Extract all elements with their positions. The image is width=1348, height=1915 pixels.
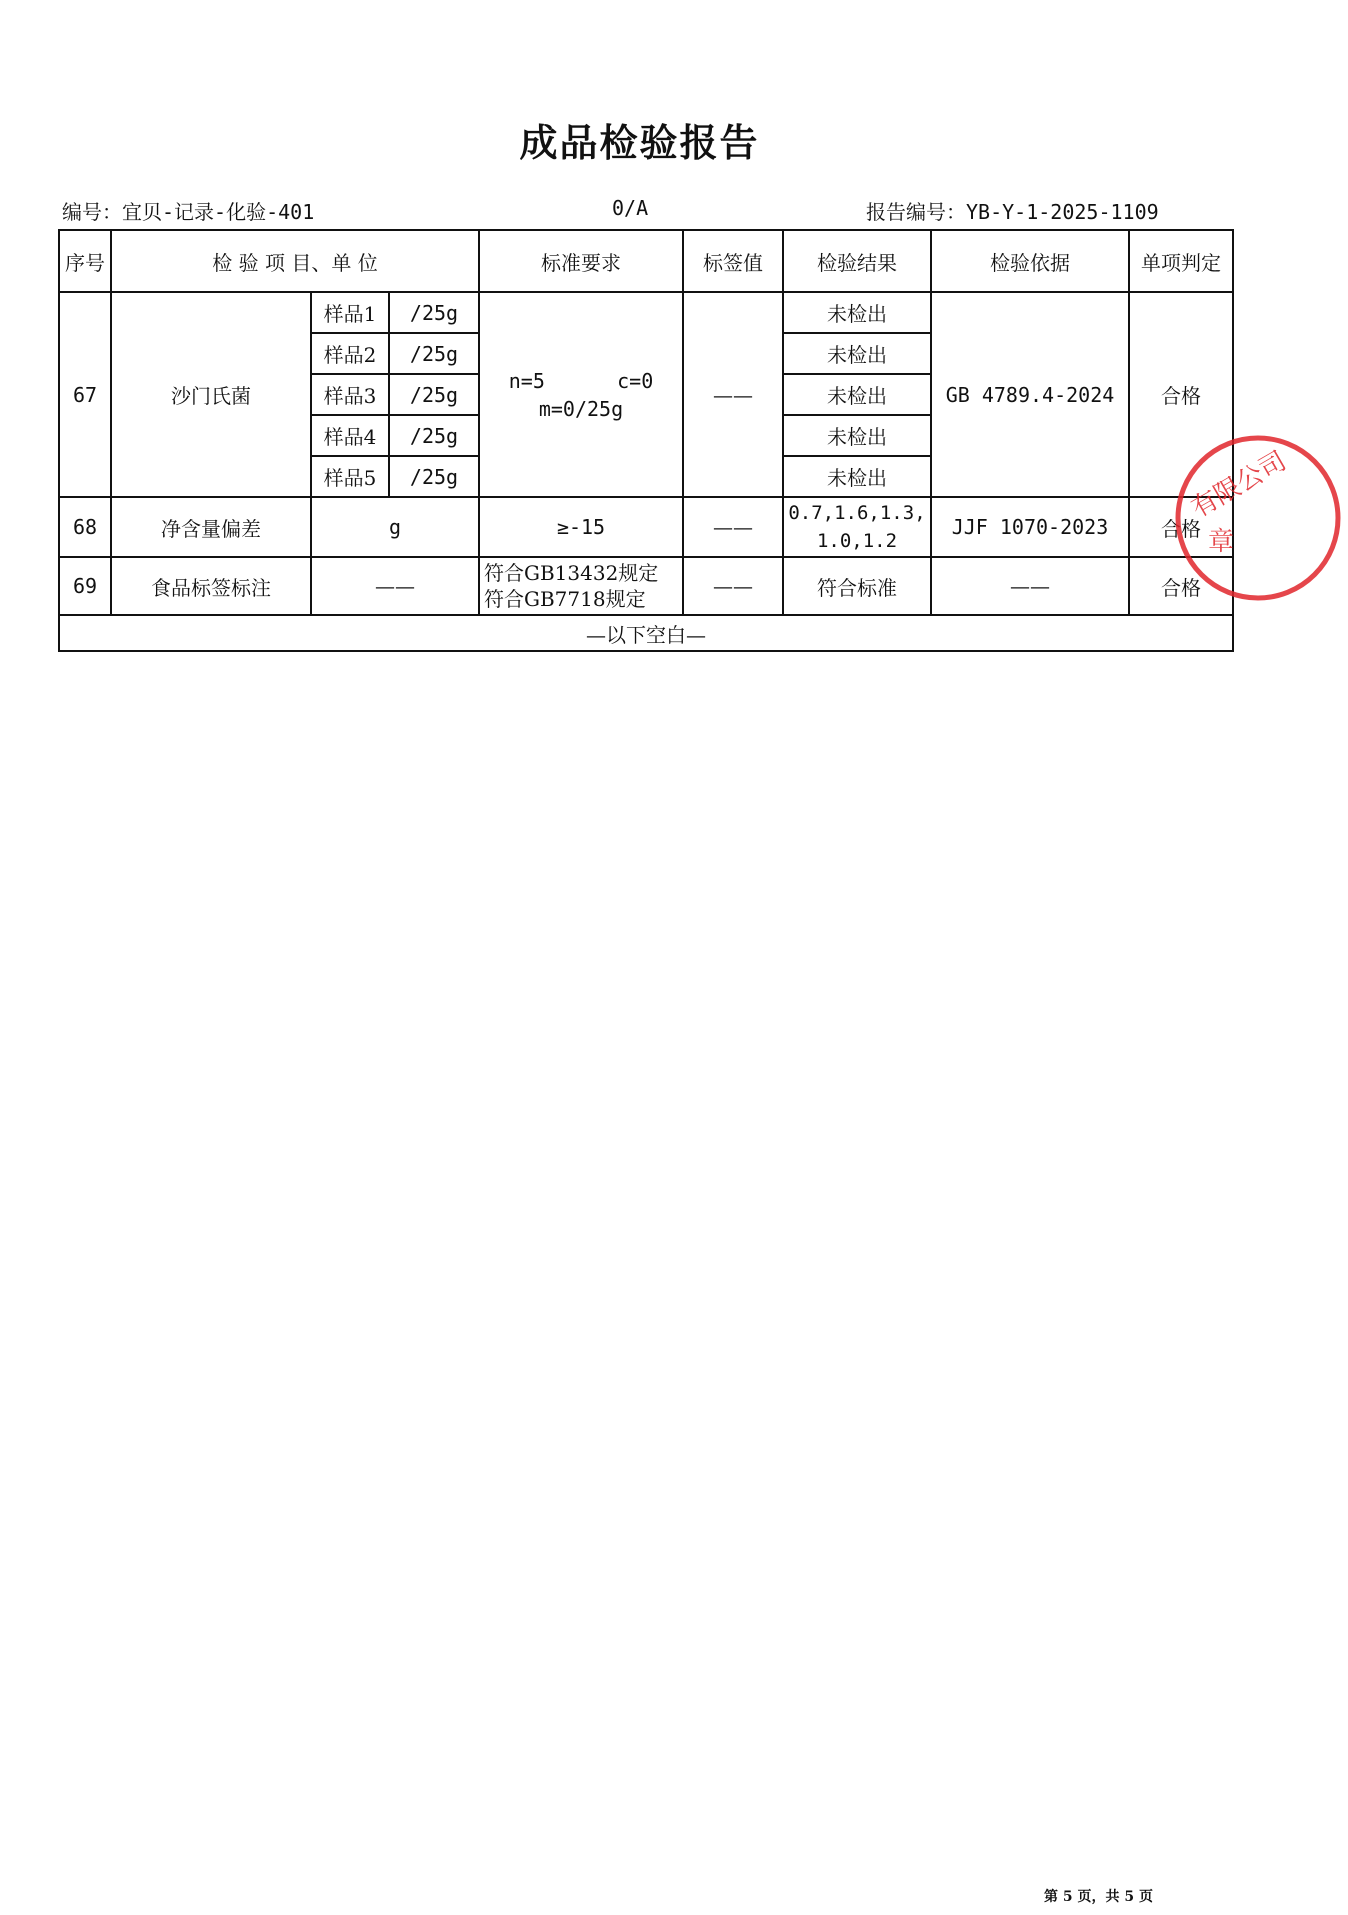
- standard-requirement: ≥-15: [479, 497, 683, 557]
- sample-unit: /25g: [389, 456, 479, 497]
- sample-label: 样品1: [311, 292, 389, 333]
- blank-note: —以下空白—: [59, 615, 1233, 651]
- label-value: ——: [683, 557, 783, 615]
- page-footer: 第 5 页，共 5 页: [1044, 1889, 1153, 1905]
- inspection-table: [58, 229, 1234, 652]
- standard-requirement: [479, 557, 683, 615]
- standard-line: 符合GB13432规定: [484, 561, 659, 585]
- report-number: 报告编号：YB-Y-1-2025-1109: [866, 200, 1159, 224]
- sample-label: 样品5: [311, 456, 389, 497]
- sample-result: 未检出: [783, 374, 931, 415]
- item-unit: g: [311, 497, 479, 557]
- judgement: 合格: [1129, 497, 1233, 557]
- judgement: 合格: [1129, 557, 1233, 615]
- report-title: 成品检验报告: [519, 121, 760, 165]
- version-label: 0/A: [612, 196, 649, 220]
- header-no: 序号: [59, 230, 111, 292]
- label-value: ——: [683, 497, 783, 557]
- standard-line: 符合GB7718规定: [484, 587, 646, 611]
- record-number: 编号：宜贝-记录-化验-401: [62, 200, 315, 224]
- table-row: [59, 497, 1233, 557]
- item-name: 净含量偏差: [111, 497, 311, 557]
- inspection-result: 符合标准: [783, 557, 931, 615]
- sample-unit: /25g: [389, 292, 479, 333]
- sample-label: 样品3: [311, 374, 389, 415]
- header-basis: 检验依据: [931, 230, 1129, 292]
- header-row: [59, 230, 1233, 292]
- sample-unit: /25g: [389, 415, 479, 456]
- item-name: 沙门氏菌: [111, 292, 311, 497]
- inspection-basis: GB 4789.4-2024: [931, 292, 1129, 497]
- sample-result: 未检出: [783, 333, 931, 374]
- header-result: 检验结果: [783, 230, 931, 292]
- standard-line: m=0/25g: [538, 396, 624, 421]
- inspection-result: 0.7,1.6,1.3,1.0,1.2: [783, 497, 931, 557]
- inspection-basis: ——: [931, 557, 1129, 615]
- sample-unit: /25g: [389, 374, 479, 415]
- item-unit: ——: [311, 557, 479, 615]
- header-item-unit: 检 验 项 目、单 位: [111, 230, 479, 292]
- label-value: ——: [683, 292, 783, 497]
- row-number: 68: [59, 497, 111, 557]
- blank-row: [59, 615, 1233, 651]
- row-number: 67: [59, 292, 111, 497]
- header-judgement: 单项判定: [1129, 230, 1233, 292]
- table-row: [59, 292, 1233, 333]
- svg-text:有限公司: 有限公司: [1186, 446, 1292, 525]
- header-label-value: 标签值: [683, 230, 783, 292]
- judgement: 合格: [1129, 292, 1233, 497]
- sample-label: 样品2: [311, 333, 389, 374]
- sample-unit: /25g: [389, 333, 479, 374]
- row-number: 69: [59, 557, 111, 615]
- sample-result: 未检出: [783, 415, 931, 456]
- sample-label: 样品4: [311, 415, 389, 456]
- item-name: 食品标签标注: [111, 557, 311, 615]
- header-standard: 标准要求: [479, 230, 683, 292]
- standard-requirement: [479, 292, 683, 497]
- table-row: [59, 557, 1233, 615]
- inspection-basis: JJF 1070-2023: [931, 497, 1129, 557]
- sample-result: 未检出: [783, 292, 931, 333]
- standard-line: n=5 c=0: [508, 368, 654, 393]
- sample-result: 未检出: [783, 456, 931, 497]
- svg-text:章: 章: [1208, 527, 1235, 557]
